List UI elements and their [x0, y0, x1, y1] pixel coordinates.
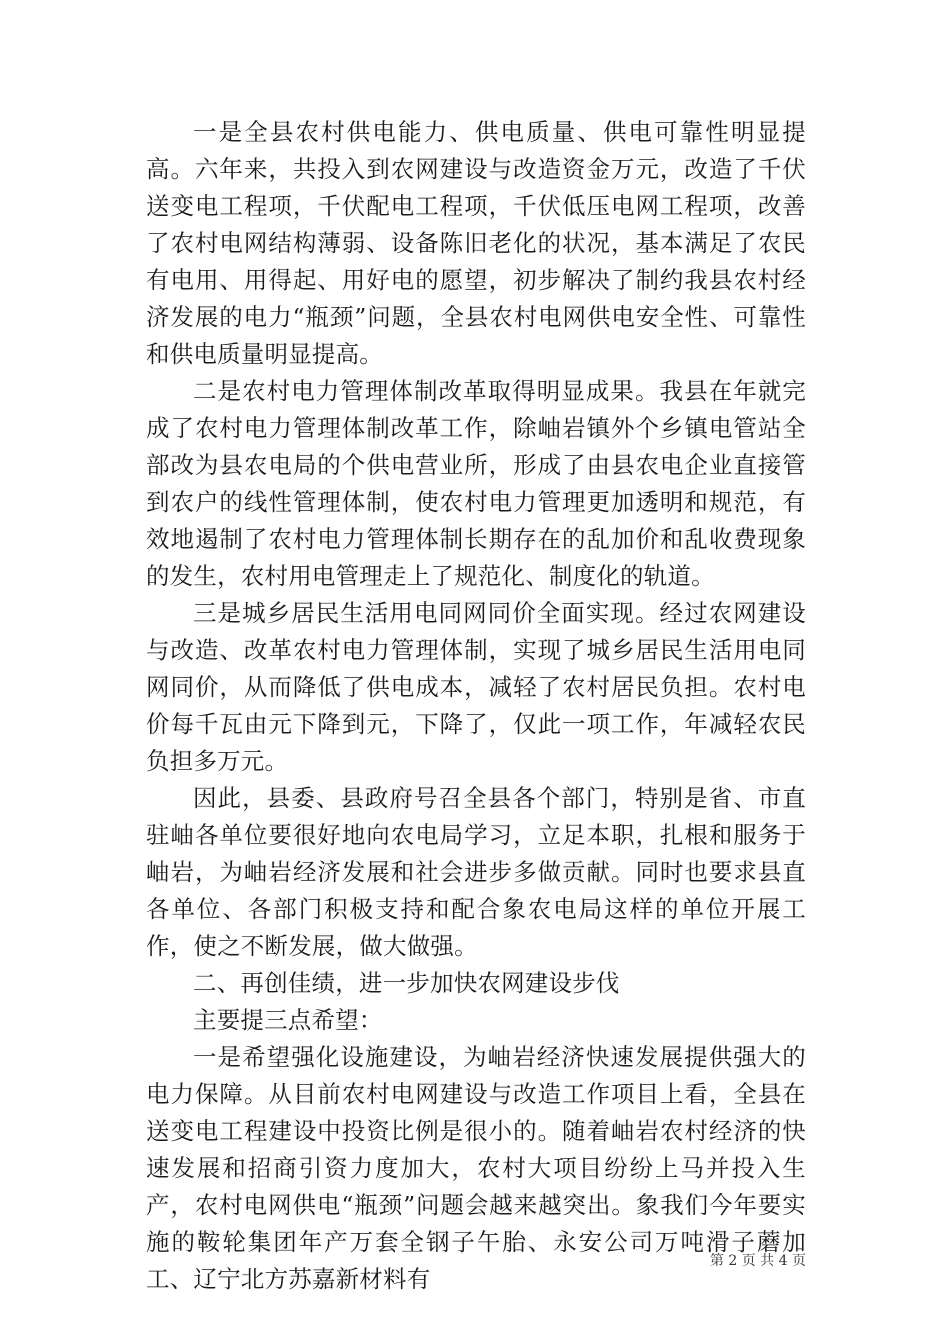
- paragraph-call-to-learn: 因此，县委、县政府号召全县各个部门，特别是省、市直驻岫各单位要很好地向农电局学习，立足本职，扎根和服务于岫岩，为岫岩经济发展和社会进步多做贡献。同时也要求县直各单位、各部门积极支持和配合象农电局这样的单位开展工作，使之不断发展，做大做强。: [146, 784, 806, 960]
- paragraph-infrastructure-hope: 一是希望强化设施建设，为岫岩经济快速发展提供强大的电力保障。从目前农村电网建设与改造工作项目上看，全县在送变电工程建设中投资比例是很小的。随着岫岩农村经济的快速发展和招商引资力度加大，农村大项目纷纷上马并投入生产，农村电网供电“瓶颈”问题会越来越突出。象我们今年要实施的鞍轮集团年产万套全钢子午胎、永安公司万吨滑子蘑加工、辽宁北方苏嘉新材料有: [146, 1043, 806, 1293]
- document-body: [146, 114, 806, 1298]
- paragraph-rural-power-capacity: 一是全县农村供电能力、供电质量、供电可靠性明显提高。六年来，共投入到农网建设与改造资金万元，改造了千伏送变电工程项，千伏配电工程项，千伏低压电网工程项，改善了农村电网结构薄弱、设备陈旧老化的状况，基本满足了农民有电用、用得起、用好电的愿望，初步解决了制约我县农村经济发展的电力“瓶颈”问题，全县农村电网供电安全性、可靠性和供电质量明显提高。: [146, 118, 806, 368]
- paragraph-management-reform: 二是农村电力管理体制改革取得明显成果。我县在年就完成了农村电力管理体制改革工作，除岫岩镇外个乡镇电管站全部改为县农电局的个供电营业所，形成了由县农电企业直接管到农户的线性管理体制，使农村电力管理更加透明和规范，有效地遏制了农村电力管理体制长期存在的乱加价和乱收费现象的发生，农村用电管理走上了规范化、制度化的轨道。: [146, 377, 806, 590]
- paragraph-same-grid-same-price: 三是城乡居民生活用电同网同价全面实现。经过农网建设与改造、改革农村电力管理体制，实现了城乡居民生活用电同网同价，从而降低了供电成本，减轻了农村居民负担。农村电价每千瓦由元下降到元，下降了，仅此一项工作，年减轻农民负担多万元。: [146, 599, 806, 775]
- page-number-footer: 第 2 页 共 4 页: [709, 1253, 806, 1269]
- section-heading-new-achievements: 二、再创佳绩，进一步加快农网建设步伐: [193, 969, 620, 997]
- paragraph-three-hopes-intro: 主要提三点希望：: [193, 1006, 383, 1034]
